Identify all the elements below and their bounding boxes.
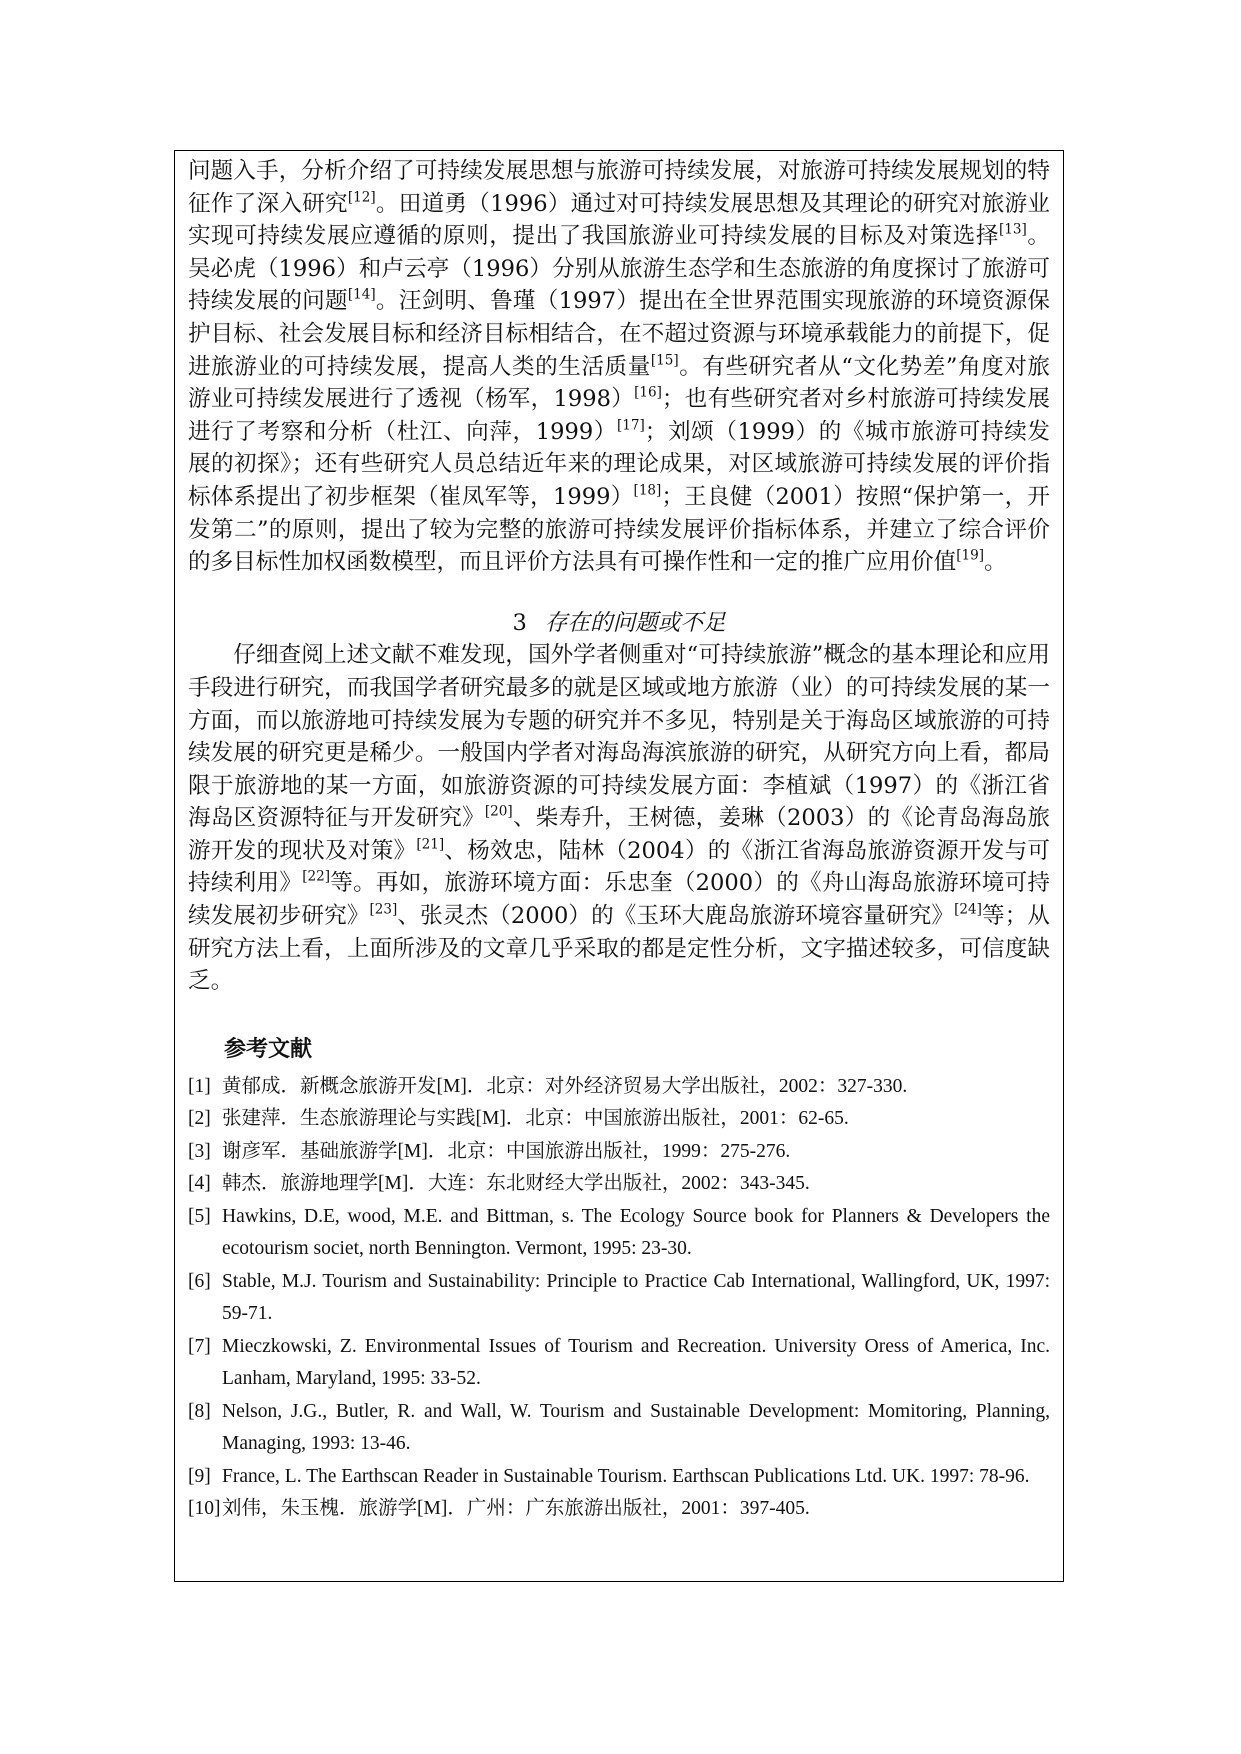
reference-item (188, 1168, 1050, 1201)
citation-marker: [14] (347, 286, 376, 303)
paragraph-text: 。 (984, 549, 1007, 576)
reference-number: [9] (188, 1465, 211, 1487)
reference-number: [4] (188, 1173, 211, 1195)
citation-marker: [19] (956, 547, 984, 564)
paragraph-text: 。有些研究者从“文化势差”角度对旅游业可持续发展进行了透视（杨军，1998） (188, 353, 1051, 413)
reference-item (188, 1396, 1050, 1461)
reference-text: Nelson, J.G., Butler, R. and Wall, W. Tourism and Sustainable Development: Momitoring, Planning, Managing, 1993: 13-46. (222, 1400, 1050, 1455)
reference-text: France, L. The Earthscan Reader in Sustainable Tourism. Earthscan Publications Ltd. UK. 1997: 78-96. (222, 1465, 1030, 1487)
reference-item (188, 1201, 1050, 1266)
reference-text: Mieczkowski, Z. Environmental Issues of Tourism and Recreation. University Oress of America, Inc. Lanham, Maryland, 1995: 33-52. (222, 1335, 1050, 1390)
paragraph-text: 。汪剑明、鲁瑾（1997）提出在全世界范围实现旅游的环境资源保护目标、社会发展目标和经济目标相结合，在不超过资源与环境承载能力的前提下，促进旅游业的可持续发展，提高人类的生活质量 (188, 288, 1051, 380)
reference-number: [6] (188, 1270, 211, 1292)
reference-item (188, 1103, 1050, 1136)
reference-number: [1] (188, 1075, 211, 1097)
citation-marker: [22] (302, 868, 330, 885)
reference-item (188, 1266, 1050, 1331)
paragraph-text: 、柴寿升，王树德，姜琳（2003）的《论青岛海岛旅游开发的现状及对策》 (188, 805, 1051, 864)
paragraph-text: 等；从研究方法上看，上面所涉及的文章几乎采取的都是定性分析，文字描述较多，可信度缺乏。 (188, 903, 1050, 995)
reference-number: [7] (188, 1335, 211, 1357)
section-number: 3 (512, 609, 527, 636)
paragraph-text: 、张灵杰（2000）的《玉环大鹿岛旅游环境容量研究》 (397, 903, 955, 930)
reference-text: 韩杰．旅游地理学[M]．大连：东北财经大学出版社，2002：343-345. (222, 1173, 810, 1195)
body-paragraph-2 (188, 639, 1050, 998)
reference-text: 黄郁成．新概念旅游开发[M]．北京：对外经济贸易大学出版社，2002：327-330. (222, 1075, 908, 1097)
citation-marker: [24] (954, 901, 982, 918)
paragraph-text: ；王良健（2001）按照“保护第一，开发第二”的原则，提出了较为完整的旅游可持续发展评价指标体系，并建立了综合评价的多目标性加权函数模型，而且评价方法具有可操作性和一定的推广应用价值 (188, 483, 1050, 576)
paragraph-text: ；也有些研究者对乡村旅游可持续发展进行了考察和分析（杜江、向萍，1999） (188, 386, 1050, 445)
reference-number: [5] (188, 1205, 211, 1227)
paragraph-text: 。田道勇（1996）通过对可持续发展思想及其理论的研究对旅游业实现可持续发展应遵循的原则，提出了我国旅游业可持续发展的目标及对策选择 (188, 190, 1051, 250)
references-title: 参考文献 (224, 1036, 313, 1062)
reference-number: [3] (188, 1140, 211, 1162)
citation-marker: [18] (633, 482, 662, 499)
reference-text: 刘伟，朱玉槐．旅游学[M]．广州：广东旅游出版社，2001：397-405. (222, 1498, 810, 1520)
paragraph-text: 仔细查阅上述文献不难发现，国外学者侧重对“可持续旅游”概念的基本理论和应用手段进行研究，而我国学者研究最多的就是区域或地方旅游（业）的可持续发展的某一方面，而以旅游地可持续发展为专题的研究并不多见，特别是关于海岛区域旅游的可持续发展的研究更是稀少。一般国内学者对海岛海滨旅游的研究，从研究方向上看，都局限于旅游地的某一方面，如旅游资源的可持续发展方面：李植斌（1997）的《浙江省海岛区资源特征与开发研究》 (188, 642, 1050, 832)
document-content (188, 155, 1050, 1526)
reference-item (188, 1493, 1050, 1526)
paragraph-text: 。吴必虎（1996）和卢云亭（1996）分别从旅游生态学和生态旅游的角度探讨了旅游可持续发展的问题 (188, 223, 1050, 315)
paragraph-text: 问题入手，分析介绍了可持续发展思想与旅游可持续发展，对旅游可持续发展规划的特征作了深入研究 (188, 158, 1050, 217)
paragraph-text: 等。再如，旅游环境方面：乐忠奎（2000）的《舟山海岛旅游环境可持续发展初步研究》 (188, 870, 1051, 930)
reference-text: 谢彦军．基础旅游学[M]．北京：中国旅游出版社，1999：275-276. (222, 1140, 791, 1162)
section-heading (188, 607, 1050, 640)
reference-item (188, 1461, 1050, 1494)
body-paragraph-1 (188, 155, 1050, 579)
paragraph-text: ；刘颂（1999）的《城市旅游可持续发展的初探》；还有些研究人员总结近年来的理论成果，对区域旅游可持续发展的评价指标体系提出了初步框架（崔凤军等，1999） (188, 418, 1051, 510)
citation-marker: [15] (650, 352, 679, 369)
reference-item (188, 1071, 1050, 1104)
reference-text: 张建萍．生态旅游理论与实践[M]．北京：中国旅游出版社，2001：62-65. (222, 1108, 849, 1130)
reference-list (188, 1071, 1050, 1526)
reference-text: Hawkins, D.E, wood, M.E. and Bittman, s. The Ecology Source book for Planners & Developers the ecotourism societ, north Bennington. Vermont, 1995: 23-30. (222, 1205, 1050, 1260)
reference-number: [8] (188, 1400, 211, 1422)
citation-marker: [17] (616, 417, 645, 434)
paragraph-text: 、杨效忠，陆林（2004）的《浙江省海岛旅游资源开发与可持续利用》 (188, 837, 1051, 897)
citation-marker: [16] (634, 384, 662, 401)
section-title: 存在的问题或不足 (544, 609, 726, 636)
reference-number: [2] (188, 1108, 211, 1130)
reference-text: Stable, M.J. Tourism and Sustainability: Principle to Practice Cab International, Wallingford, UK, 1997: 59-71. (222, 1270, 1050, 1325)
citation-marker: [12] (347, 189, 376, 206)
reference-item (188, 1136, 1050, 1169)
citation-marker: [13] (999, 221, 1027, 238)
citation-marker: [20] (484, 803, 513, 820)
citation-marker: [21] (416, 836, 445, 853)
document-frame (174, 150, 1064, 1582)
reference-item (188, 1331, 1050, 1396)
reference-number: [10] (188, 1498, 221, 1520)
citation-marker: [23] (369, 901, 398, 918)
